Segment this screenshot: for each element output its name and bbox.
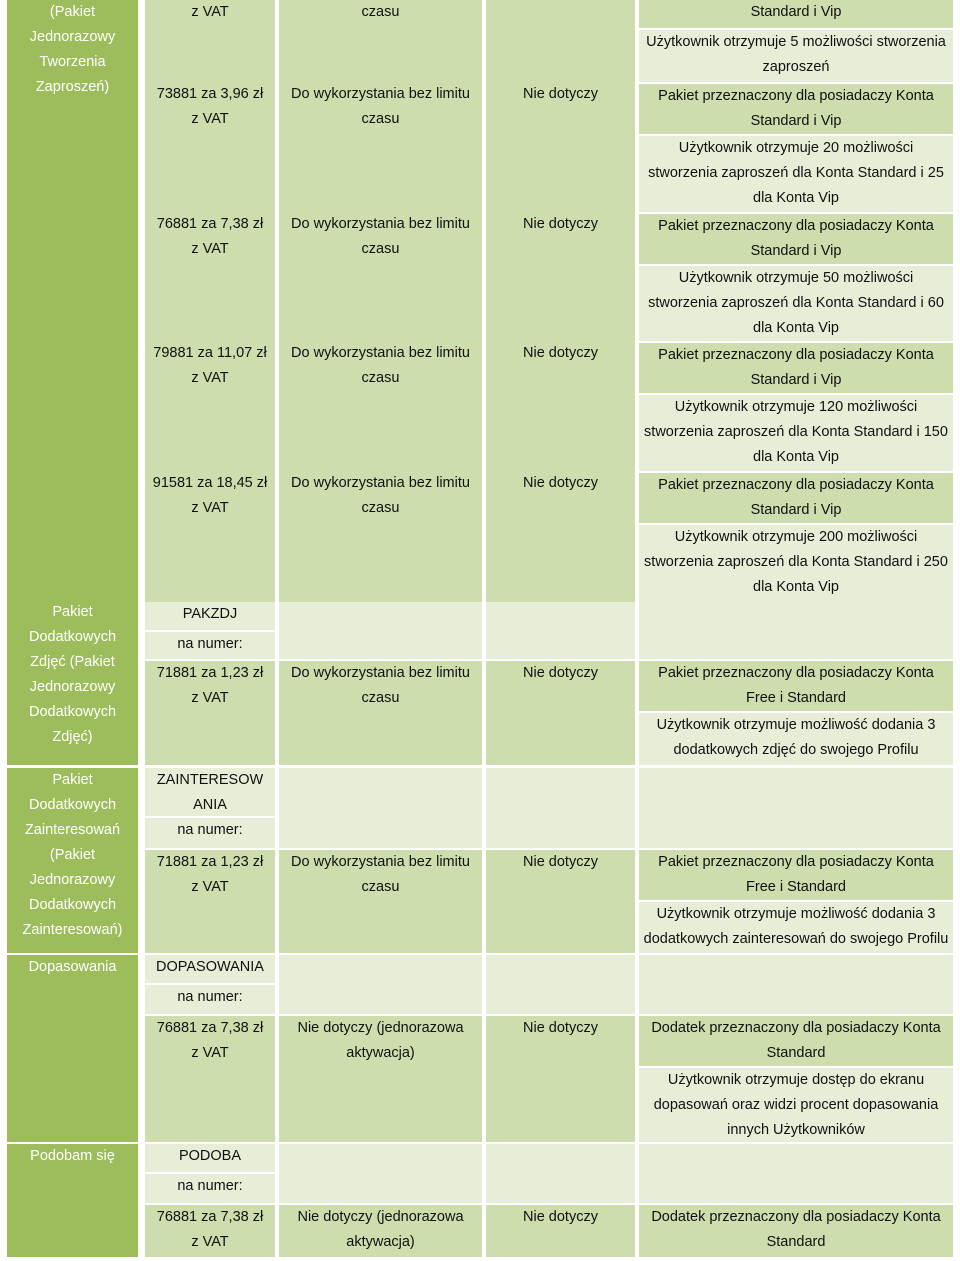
text-line: Nie dotyczy: [523, 854, 598, 870]
description-cell: [639, 343, 953, 393]
text-line: czasu: [361, 690, 400, 706]
empty-cell: [639, 602, 953, 659]
applies-cell: [486, 212, 635, 341]
text-line: z VAT: [191, 1045, 229, 1061]
empty-cell: [279, 955, 482, 1014]
text-line: Nie dotyczy: [523, 1020, 598, 1036]
empty-cell: [639, 1144, 953, 1203]
text-line: 71881 za 1,23 zł: [156, 854, 264, 870]
text-line: Tworzenia: [39, 54, 106, 70]
text-line: stworzenia zaproszeń dla Konta Standard i 60: [648, 295, 944, 311]
text-line: dla Konta Vip: [753, 320, 839, 336]
text-line: Użytkownik otrzymuje możliwość dodania 3: [656, 717, 936, 733]
text-line: dodatkowych zainteresowań do swojego Profilu: [643, 931, 949, 947]
text-line: Do wykorzystania bez limitu: [291, 665, 470, 681]
text-line: Standard i Vip: [750, 113, 842, 129]
validity-cell: [279, 82, 482, 212]
text-line: Dodatek przeznaczony dla posiadaczy Konta: [651, 1209, 941, 1225]
text-line: 76881 za 7,38 zł: [156, 1020, 264, 1036]
empty-cell: [486, 1144, 635, 1203]
text-line: Nie dotyczy: [523, 86, 598, 102]
text-line: z VAT: [191, 1234, 229, 1250]
text-line: Zaproszeń): [35, 79, 110, 95]
text-line: Dodatkowych: [28, 897, 117, 913]
text-line: z VAT: [191, 4, 229, 20]
text-line: dla Konta Vip: [753, 190, 839, 206]
description-cell: [639, 214, 953, 264]
text-line: Pakiet przeznaczony dla posiadaczy Konta: [658, 665, 934, 681]
text-line: Standard i Vip: [750, 4, 842, 20]
description-cell: [639, 395, 953, 471]
text-line: Nie dotyczy: [523, 475, 598, 491]
price-cell: [145, 1205, 275, 1257]
validity-cell: [279, 341, 482, 471]
empty-cell: [486, 0, 635, 82]
text-line: Do wykorzystania bez limitu: [291, 475, 470, 491]
description-cell: [639, 1068, 953, 1142]
text-line: 76881 za 7,38 zł: [156, 1209, 264, 1225]
text-line: PAKZDJ: [182, 606, 238, 622]
text-line: DOPASOWANIA: [156, 959, 264, 975]
text-line: Dodatek przeznaczony dla posiadaczy Konta: [651, 1020, 941, 1036]
price-cell: [145, 212, 275, 341]
text-line: Użytkownik otrzymuje 20 możliwości: [678, 140, 914, 156]
description-cell: [639, 84, 953, 134]
text-line: z VAT: [191, 500, 229, 516]
price-cell: [145, 850, 275, 953]
category-cell: [7, 955, 138, 1142]
text-line: czasu: [361, 4, 400, 20]
category-cell: [7, 600, 138, 765]
validity-cell: [279, 212, 482, 341]
text-line: Dodatkowych: [28, 704, 117, 720]
text-line: aktywacja): [346, 1045, 415, 1061]
description-cell: [639, 1205, 953, 1257]
text-line: Nie dotyczy (jednorazowa: [297, 1209, 464, 1225]
text-line: Podobam się: [30, 1148, 115, 1164]
empty-cell: [486, 768, 635, 848]
text-line: z VAT: [191, 879, 229, 895]
text-line: Użytkownik otrzymuje 120 możliwości: [674, 399, 918, 415]
text-line: Nie dotyczy: [523, 1209, 598, 1225]
text-line: Użytkownik otrzymuje 200 możliwości: [674, 529, 918, 545]
text-line: Standard i Vip: [750, 502, 842, 518]
text-line: innych Użytkowników: [727, 1122, 865, 1138]
category-cell: [7, 768, 138, 953]
text-line: PODOBA: [178, 1148, 242, 1164]
code-cell: [145, 768, 275, 816]
text-line: Nie dotyczy: [523, 665, 598, 681]
text-line: czasu: [361, 500, 400, 516]
text-line: Free i Standard: [746, 879, 846, 895]
text-line: ANIA: [193, 797, 227, 813]
applies-cell: [486, 1016, 635, 1142]
text-line: Dodatkowych: [28, 797, 117, 813]
text-line: Do wykorzystania bez limitu: [291, 345, 470, 361]
description-cell: [639, 525, 953, 602]
applies-cell: [486, 850, 635, 953]
text-line: czasu: [361, 370, 400, 386]
text-line: Pakiet przeznaczony dla posiadaczy Konta: [658, 347, 934, 363]
text-line: czasu: [361, 879, 400, 895]
text-line: dla Konta Vip: [753, 579, 839, 595]
text-line: Pakiet: [52, 772, 93, 788]
text-line: aktywacja): [346, 1234, 415, 1250]
description-cell: [639, 473, 953, 523]
text-line: Nie dotyczy: [523, 216, 598, 232]
description-cell: [639, 0, 953, 28]
text-line: na numer:: [177, 636, 243, 652]
text-line: Free i Standard: [746, 690, 846, 706]
text-line: na numer:: [177, 1178, 243, 1194]
code-cell: [145, 1144, 275, 1172]
text-line: na numer:: [177, 989, 243, 1005]
text-line: (Pakiet: [49, 4, 96, 20]
text-line: Dodatkowych: [28, 629, 117, 645]
text-line: stworzenia zaproszeń dla Konta Standard i 25: [648, 165, 944, 181]
text-line: stworzenia zaproszeń dla Konta Standard i 250: [644, 554, 948, 570]
price-cell: [145, 82, 275, 212]
applies-cell: [486, 82, 635, 212]
text-line: z VAT: [191, 690, 229, 706]
empty-cell: [639, 955, 953, 1014]
validity-cell: [279, 661, 482, 765]
applies-cell: [486, 341, 635, 471]
validity-cell: [279, 0, 482, 82]
text-line: Użytkownik otrzymuje dostęp do ekranu: [667, 1072, 925, 1088]
text-line: z VAT: [191, 370, 229, 386]
text-line: stworzenia zaproszeń dla Konta Standard i 150: [644, 424, 948, 440]
price-cell: [145, 1016, 275, 1142]
description-cell: [639, 850, 953, 900]
text-line: dodatkowych zdjęć do swojego Profilu: [673, 742, 919, 758]
price-cell: [145, 471, 275, 602]
text-line: Pakiet przeznaczony dla posiadaczy Konta: [658, 218, 934, 234]
code-cell: [145, 0, 275, 82]
empty-cell: [639, 768, 953, 848]
text-line: Jednorazowy: [29, 29, 116, 45]
text-line: 79881 za 11,07 zł: [153, 345, 267, 361]
price-cell: [145, 661, 275, 765]
text-line: Użytkownik otrzymuje 5 możliwości stworzenia: [646, 34, 946, 50]
text-line: 71881 za 1,23 zł: [156, 665, 264, 681]
text-line: Do wykorzystania bez limitu: [291, 86, 470, 102]
text-line: Użytkownik otrzymuje 50 możliwości: [678, 270, 914, 286]
validity-cell: [279, 1205, 482, 1257]
text-line: Nie dotyczy: [523, 345, 598, 361]
description-cell: [639, 136, 953, 212]
applies-cell: [486, 471, 635, 602]
text-line: Użytkownik otrzymuje możliwość dodania 3: [656, 906, 936, 922]
text-line: Pakiet: [52, 604, 93, 620]
text-line: dla Konta Vip: [753, 449, 839, 465]
description-cell: [639, 713, 953, 765]
text-line: dopasowań oraz widzi procent dopasowania: [653, 1097, 939, 1113]
description-cell: [639, 266, 953, 341]
empty-cell: [279, 602, 482, 659]
text-line: Standard: [766, 1045, 826, 1061]
text-line: Nie dotyczy (jednorazowa: [297, 1020, 464, 1036]
code-cell: [145, 985, 275, 1014]
text-line: Standard: [766, 1234, 826, 1250]
text-line: Do wykorzystania bez limitu: [291, 216, 470, 232]
text-line: ZAINTERESOW: [156, 772, 264, 788]
empty-cell: [279, 768, 482, 848]
category-cell: [7, 0, 138, 602]
text-line: Jednorazowy: [29, 872, 116, 888]
code-cell: [145, 602, 275, 630]
text-line: Standard i Vip: [750, 243, 842, 259]
validity-cell: [279, 471, 482, 602]
description-cell: [639, 1016, 953, 1066]
text-line: czasu: [361, 111, 400, 127]
text-line: Zainteresowań: [24, 822, 121, 838]
code-cell: [145, 1174, 275, 1203]
applies-cell: [486, 661, 635, 765]
text-line: z VAT: [191, 241, 229, 257]
text-line: czasu: [361, 241, 400, 257]
validity-cell: [279, 850, 482, 953]
category-cell: [7, 1144, 138, 1257]
description-cell: [639, 902, 953, 953]
code-cell: [145, 955, 275, 983]
empty-cell: [486, 602, 635, 659]
code-cell: [145, 632, 275, 659]
text-line: Do wykorzystania bez limitu: [291, 854, 470, 870]
text-line: na numer:: [177, 822, 243, 838]
text-line: Zdjęć (Pakiet: [30, 654, 115, 670]
description-cell: [639, 30, 953, 82]
text-line: 91581 za 18,45 zł: [152, 475, 268, 491]
text-line: Jednorazowy: [29, 679, 116, 695]
description-cell: [639, 661, 953, 711]
text-line: zaproszeń: [762, 59, 830, 75]
text-line: Standard i Vip: [750, 372, 842, 388]
text-line: Zainteresowań): [22, 922, 123, 938]
text-line: Pakiet przeznaczony dla posiadaczy Konta: [658, 477, 934, 493]
text-line: (Pakiet: [49, 847, 96, 863]
text-line: Pakiet przeznaczony dla posiadaczy Konta: [658, 854, 934, 870]
empty-cell: [279, 1144, 482, 1203]
empty-cell: [486, 955, 635, 1014]
price-cell: [145, 341, 275, 471]
text-line: Dopasowania: [28, 959, 117, 975]
text-line: 76881 za 7,38 zł: [156, 216, 264, 232]
text-line: Pakiet przeznaczony dla posiadaczy Konta: [658, 88, 934, 104]
applies-cell: [486, 1205, 635, 1257]
text-line: z VAT: [191, 111, 229, 127]
text-line: 73881 za 3,96 zł: [156, 86, 264, 102]
text-line: Zdjęć): [52, 729, 93, 745]
code-cell: [145, 818, 275, 848]
validity-cell: [279, 1016, 482, 1142]
